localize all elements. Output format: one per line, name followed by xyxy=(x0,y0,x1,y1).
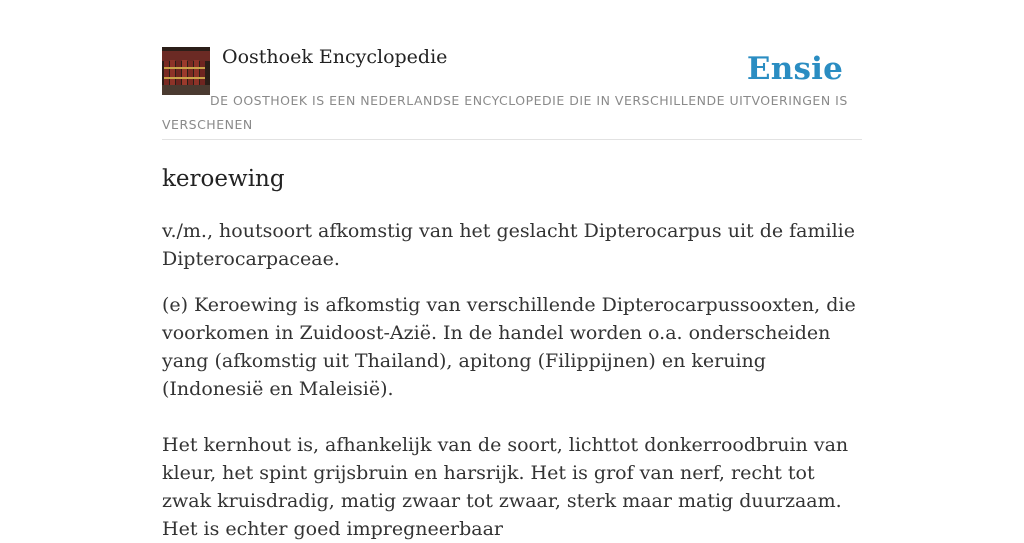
site-avatar[interactable] xyxy=(162,47,210,95)
page-container xyxy=(162,0,862,543)
site-tagline: DE OOSTHOEK IS EEN NEDERLANDSE ENCYCLOPEDIE DIE IN VERSCHILLENDE UITVOERINGEN IS VERSCHENEN xyxy=(162,93,848,132)
encyclopedia-books-icon xyxy=(162,47,210,95)
article-paragraph: Het kernhout is, afhankelijk van de soort, lichttot donkerroodbruin van kleur, het spint grijsbruin en harsrijk. Het is grof van nerf, recht tot zwak kruisdradig, matig zwaar tot zwaar, sterk maar matig duurzaam. Het is echter goed impregneerbaar xyxy=(162,434,849,540)
site-header xyxy=(162,0,862,140)
site-name-link[interactable]: Oosthoek Encyclopedie xyxy=(222,46,448,68)
definition-text: v./m., houtsoort afkomstig van het geslacht Dipterocarpus uit de familie Dipterocarpaceae. xyxy=(162,220,855,270)
page-title: keroewing xyxy=(162,166,285,192)
article-paragraph: (e) Keroewing is afkomstig van verschillende Dipterocarpussooxten, die voorkomen in Zuidoost-Azië. In de handel worden o.a. onderscheiden yang (afkomstig uit Thailand), apitong (Filippijnen) en keruing (Indonesië en Maleisië). xyxy=(162,294,856,400)
brand-logo-link[interactable]: Ensie xyxy=(746,51,843,87)
article xyxy=(162,140,862,543)
